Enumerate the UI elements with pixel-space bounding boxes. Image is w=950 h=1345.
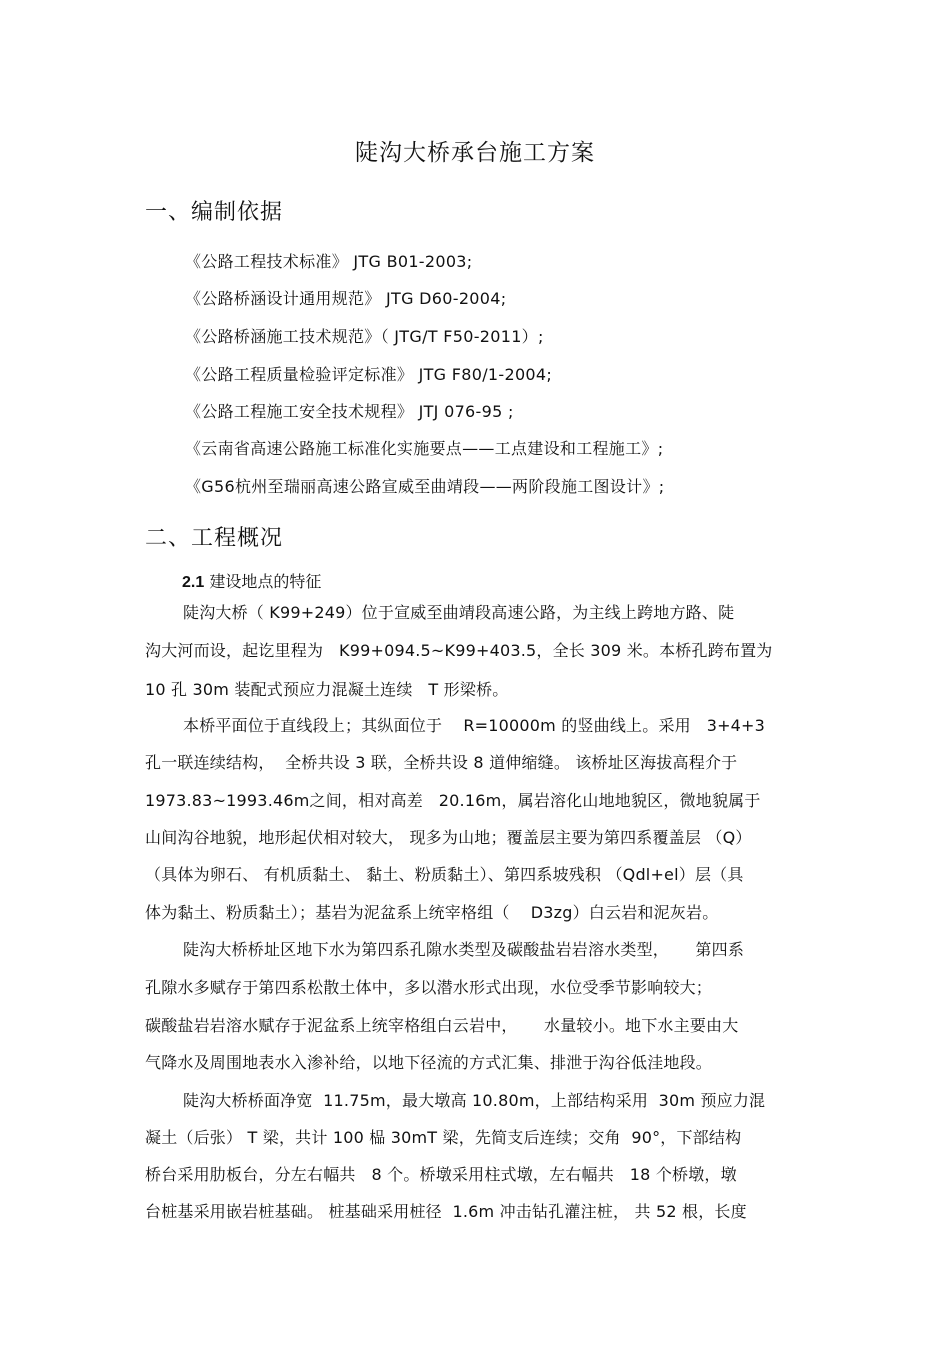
paragraph-line: 孔一联连续结构， 全桥共设 3 联，全桥共设 8 道伸缩缝。 该桥址区海拔高程介于 <box>145 753 738 772</box>
reference-item: 《公路工程技术标准》 JTG B01-2003; <box>185 252 473 271</box>
subsection-heading <box>182 569 321 592</box>
paragraph-line: 山间沟谷地貌，地形起伏相对较大， 现多为山地；覆盖层主要为第四系覆盖层 （Q） <box>145 828 752 847</box>
reference-item: 《公路工程质量检验评定标准》 JTG F80/1-2004; <box>185 365 553 384</box>
paragraph-line: 陡沟大桥（ K99+249）位于宣威至曲靖段高速公路，为主线上跨地方路、陡 <box>183 603 735 622</box>
paragraph-line: 体为黏土、粉质黏土）；基岩为泥盆系上统宰格组（ D3zg）白云岩和泥灰岩。 <box>145 903 719 922</box>
section-heading-overview: 二、工程概况 <box>145 526 284 551</box>
paragraph-line: 孔隙水多赋存于第四系松散土体中，多以潜水形式出现，水位受季节影响较大； <box>145 978 713 997</box>
paragraph-line: 碳酸盐岩岩溶水赋存于泥盆系上统宰格组白云岩中， 水量较小。地下水主要由大 <box>145 1016 739 1035</box>
paragraph-line: 沟大河而设，起讫里程为 K99+094.5~K99+403.5，全长 309 米。本桥孔跨布置为 <box>145 641 773 660</box>
paragraph-line: 气降水及周围地表水入渗补给，以地下径流的方式汇集、排泄于沟谷低洼地段。 <box>145 1053 713 1072</box>
paragraph-line: 凝土（后张） T 梁，共计 100 榀 30mT 梁，先简支后连续；交角 90°，下部结构 <box>145 1128 742 1147</box>
paragraph-line: 10 孔 30m 装配式预应力混凝土连续 T 形梁桥。 <box>145 680 509 699</box>
subsection-title: 建设地点的特征 <box>204 572 322 591</box>
paragraph-line: 本桥平面位于直线段上；其纵面位于 R=10000m 的竖曲线上。采用 3+4+3 <box>183 716 766 735</box>
reference-item: 《公路桥涵设计通用规范》 JTG D60-2004; <box>185 289 507 308</box>
page-title: 陡沟大桥承台施工方案 <box>355 140 595 166</box>
reference-item: 《G56杭州至瑞丽高速公路宣威至曲靖段——两阶段施工图设计》; <box>185 477 665 496</box>
subsection-number: 2.1 <box>182 574 205 591</box>
reference-item: 《公路工程施工安全技术规程》 JTJ 076-95 ; <box>185 402 514 421</box>
paragraph-line: 陡沟大桥桥址区地下水为第四系孔隙水类型及碳酸盐岩岩溶水类型， 第四系 <box>183 940 745 959</box>
reference-item: 《公路桥涵施工技术规范》（ JTG/T F50-2011）; <box>185 327 544 346</box>
paragraph-line: 1973.83~1993.46m之间，相对高差 20.16m，属岩溶化山地地貌区，微地貌属于 <box>145 791 761 810</box>
paragraph-line: 陡沟大桥桥面净宽 11.75m，最大墩高 10.80m，上部结构采用 30m 预应力混 <box>183 1091 766 1110</box>
paragraph-line: （具体为卵石、 有机质黏土、 黏土、粉质黏土）、第四系坡残积 （Qdl+el）层（具 <box>145 865 744 884</box>
section-heading-basis: 一、编制依据 <box>145 200 284 225</box>
reference-item: 《云南省高速公路施工标准化实施要点——工点建设和工程施工》; <box>185 439 664 458</box>
paragraph-line: 桥台采用肋板台，分左右幅共 8 个。桥墩采用柱式墩，左右幅共 18 个桥墩，墩 <box>145 1165 737 1184</box>
paragraph-line: 台桩基采用嵌岩桩基础。 桩基础采用桩径 1.6m 冲击钻孔灌注桩， 共 52 根，长度 <box>145 1202 747 1221</box>
